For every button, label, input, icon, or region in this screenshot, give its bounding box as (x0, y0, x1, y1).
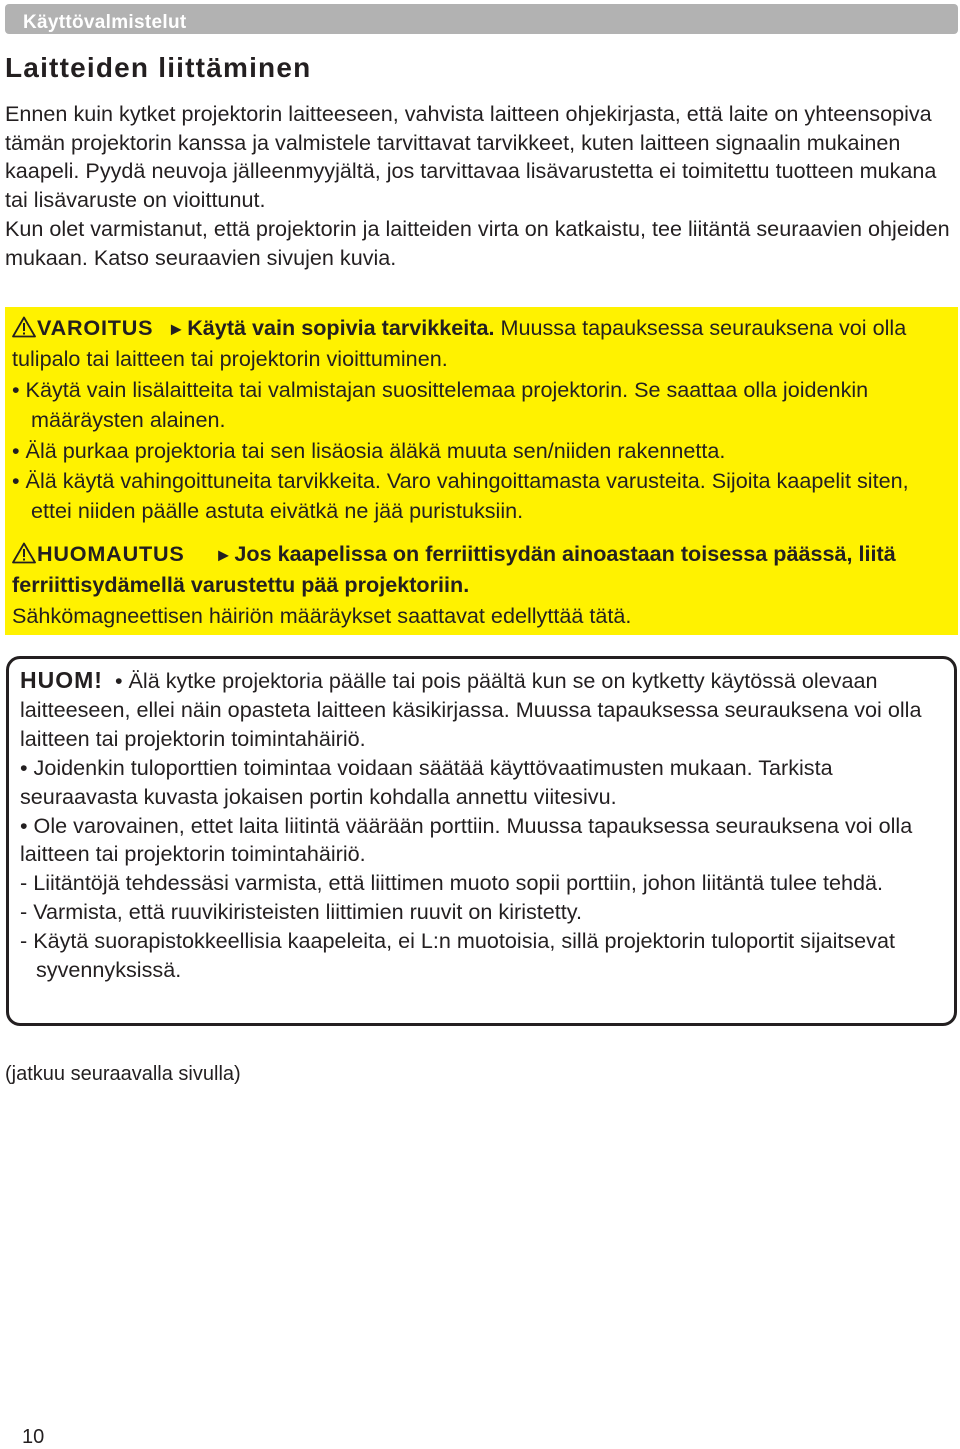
note-item: • Älä kytke projektoria päälle tai pois päältä kun se on kytketty käytössä olevaan laitteeseen, ellei näin opasteta laitteen käsikirjassa. Muussa tapauksessa seurauksena voi olla laitteen tai projektorin toimintahäiriö. (20, 668, 922, 751)
page-title: Laitteiden liittäminen (5, 52, 312, 83)
caution-rest: Sähkömagneettisen häiriön määräykset saattavat edellyttää tätä. (12, 602, 632, 628)
note-box-content (20, 666, 940, 985)
arrow-right-icon: ► (214, 544, 233, 565)
intro-paragraph-1: Ennen kuin kytket projektorin laitteeseen, vahvista laitteen ohjekirjasta, että laite on yhteensopiva tämän projektorin kanssa ja valmistele tarvittavat tarvikkeet, kuten laitteen signaalin mukainen kaapeli. Pyydä neuvoja jälleenmyyjältä, jos tarvittavaa lisävarustetta ei toimitettu tuotteen mukana tai lisävaruste on vioittunut. (5, 101, 937, 213)
warning-lead-rest: Muussa tapauksessa seurauksena voi olla tulipalo tai laitteen tai projektorin vioittuminen. (12, 315, 907, 372)
note-item: • Joidenkin tuloporttien toimintaa voidaan säätää käyttövaatimusten mukaan. Tarkista seuraavasta kuvasta jokaisen portin kohdalla annettu viitesivu. (20, 754, 833, 809)
caution-block (12, 539, 947, 601)
warning-box (5, 307, 958, 635)
warning-bullet: • Käytä vain lisälaitteita tai valmistajan suosittelemaa projektorin. Se saattaa olla joidenkin määräysten alainen. (12, 376, 869, 433)
intro-paragraph-2: Kun olet varmistanut, että projektorin ja laitteiden virta on katkaistu, tee liitäntä seuraavien ohjeiden mukaan. Katso seuraavien sivujen kuvia. (5, 215, 950, 270)
note-first-item (20, 666, 940, 754)
warning-label: VAROITUS (37, 315, 154, 340)
caution-label: HUOMAUTUS (37, 540, 185, 566)
note-sub-item: - Käytä suorapistokkeellisia kaapeleita, ei L:n muotoisia, sillä projektorin tuloportit sijaitsevat syvennyksissä. (20, 928, 895, 983)
note-box (6, 656, 957, 1026)
warning-lead: Käytä vain sopivia tarvikkeita. (187, 315, 495, 340)
warning-bullet: • Älä purkaa projektoria tai sen lisäosia äläkä muuta sen/niiden rakennetta. (12, 437, 726, 463)
caution-lead: Jos kaapelissa on ferriittisydän ainoastaan toisessa päässä, liitä ferriittisydämellä varustettu pää projektoriin. (12, 540, 896, 598)
section-header-bar (5, 4, 958, 34)
warning-bullet: • Älä käytä vahingoittuneita tarvikkeita. Varo vahingoittamasta varusteita. Sijoita kaapelit siten, ettei niiden päälle astuta eivätkä ne jää puristuksiin. (12, 468, 909, 524)
warning-triangle-icon (12, 542, 36, 564)
continued-note: (jatkuu seuraavalla sivulla) (5, 1063, 241, 1085)
note-item: • Ole varovainen, ettet laita liitintä väärään porttiin. Muussa tapauksessa seurauksena voi olla laitteen tai projektorin toimintahäiriö. (20, 812, 913, 867)
page-number: 10 (22, 1426, 45, 1448)
note-sub-item: - Liitäntöjä tehdessäsi varmista, että liittimen muoto sopii porttiin, johon liitäntä tulee tehdä. (20, 870, 884, 896)
warning-box-content (12, 313, 947, 631)
note-sub-item: - Varmista, että ruuvikiristeisten liittimien ruuvit on kiristetty. (20, 899, 582, 925)
arrow-right-icon: ► (167, 319, 186, 339)
intro-text (5, 100, 955, 272)
warning-block (12, 313, 947, 375)
warning-triangle-icon (12, 316, 36, 338)
note-label: HUOM! (20, 667, 103, 693)
section-label: Käyttövalmistelut (23, 12, 187, 33)
